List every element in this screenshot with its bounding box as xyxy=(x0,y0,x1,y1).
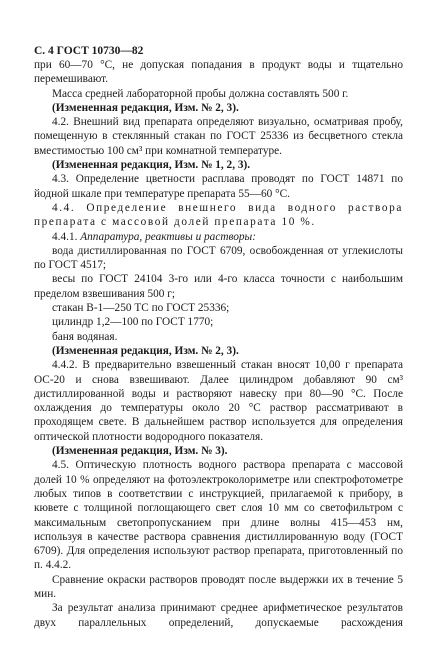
amendment-note: (Измененная редакция, Изм. № 3). xyxy=(52,445,228,458)
paragraph: при 60—70 °С, не допуская попадания в продукт воды и тщательно перемешивают. xyxy=(34,59,403,86)
list-item: вода дистиллированная по ГОСТ 6709, освобожденная от углекислоты по ГОСТ 4517; xyxy=(34,244,403,272)
list-item: весы по ГОСТ 24104 3-го или 4-го класса точности с наибольшим пределом взвешивания 500 г; xyxy=(34,273,403,300)
paragraph-4-4-2: 4.4.2. В предварительно взвешенный стакан вносят 10,00 г препарата ОС-20 и снова взвешивают. Далее цилиндром добавляют 90 см³ дистиллированной воды и растворяют навеску при 80—90 °С. После охлаждения до температуры около 20 °С раствор рассматривают в проходящем свете. В дальнейшем раствор используется для определения оптической плотности водородного показателя. xyxy=(34,359,403,443)
page-header: С. 4 ГОСТ 10730—82 xyxy=(34,45,144,57)
list-item: баня водяная. xyxy=(52,330,118,343)
section-title-4-4: 4.4. Определение внешнего вида водного раствора препарата с массовой долей препарата 10 %. xyxy=(34,201,403,229)
list-item: стакан В-1—250 ТС по ГОСТ 25336; xyxy=(52,302,230,315)
amendment-note: (Измененная редакция, Изм. № 2, 3). xyxy=(52,101,239,114)
paragraph-4-3: 4.3. Определение цветности расплава проводят по ГОСТ 14871 по йодной шкале при температуре препарата 55—60 °С. xyxy=(34,173,403,200)
paragraph-4-2: 4.2. Внешний вид препарата определяют визуально, осматривая пробу, помещенную в стеклянный стакан по ГОСТ 25336 из бесцветного стекла вместимостью 100 см³ при комнатной температуре. xyxy=(34,116,403,157)
amendment-note: (Измененная редакция, Изм. № 1, 2, 3). xyxy=(52,159,251,172)
paragraph-4-5: 4.5. Оптическую плотность водного раствора препарата с массовой долей 10 % определяют на фотоэлектроколориметре или спектрофотометре любых типов в соответствии с инструкцией, прилагаемой к прибору, в кювете с толщиной поглощающего свет слоя 10 мм со светофильтром с максимальным светопропусканием при длине волны 415—453 нм, используя в качестве раствора сравнения дистиллированную воду (ГОСТ 6709). Для определения используют раствор препарата, приготовленный по п. 4.4.2. xyxy=(34,459,403,572)
clause-number: 4.4.1. xyxy=(52,230,78,243)
clause-heading: Аппаратура, реактивы и растворы: xyxy=(80,230,256,243)
paragraph-4-4-1 xyxy=(34,230,403,244)
paragraph: За результат анализа принимают среднее арифметическое результатов двух параллельных определений, допускаемые расхождения xyxy=(34,602,403,629)
paragraph: Сравнение окраски растворов проводят после выдержки их в течение 5 мин. xyxy=(34,573,403,600)
list-item: цилиндр 1,2—100 по ГОСТ 1770; xyxy=(52,316,214,329)
paragraph: Масса средней лабораторной пробы должна составлять 500 г. xyxy=(52,87,349,100)
amendment-note: (Измененная редакция, Изм. № 2, 3). xyxy=(52,344,239,357)
